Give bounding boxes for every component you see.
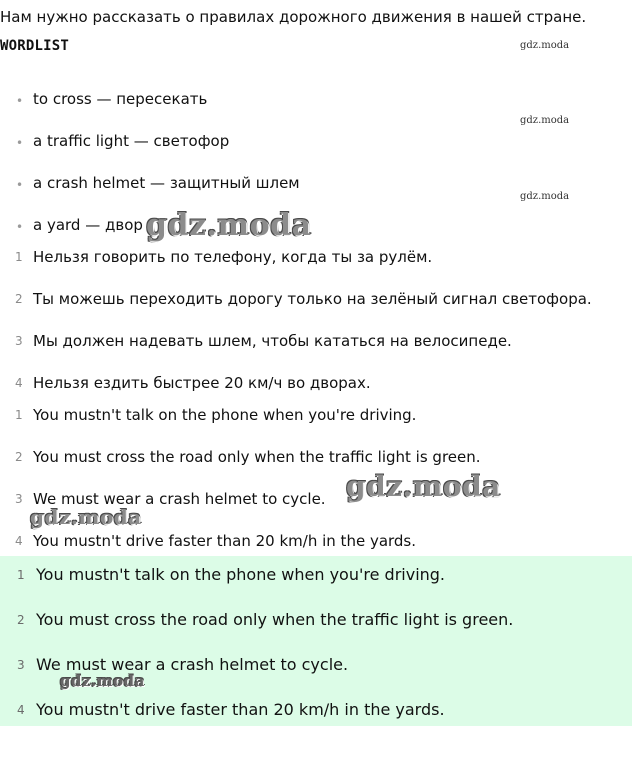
wordlist-item: a yard — двор [33,216,143,234]
watermark: gdz.moda [520,40,570,51]
list-number: 1 [15,408,23,422]
english-sentence: You mustn't talk on the phone when you're driving. [33,406,417,424]
list-number: 2 [15,292,23,306]
bullet-marker: • [16,178,24,192]
watermark: gdz.moda [346,470,501,503]
list-number: 4 [15,376,23,390]
list-number: 4 [17,703,25,717]
wordlist-heading: WORDLIST [0,38,70,54]
english-sentence: You mustn't drive faster than 20 km/h in the yards. [33,532,417,550]
answer-sentence: You must cross the road only when the traffic light is green. [36,610,514,629]
watermark: gdz.moda [60,672,145,690]
wordlist-item: to cross — пересекать [33,90,208,108]
list-number: 2 [17,613,25,627]
watermark: gdz.moda [520,191,570,202]
answer-sentence: We must wear a crash helmet to cycle. [36,655,349,674]
russian-sentence: Нельзя ездить быстрее 20 км/ч во дворах. [33,374,371,392]
list-number: 4 [15,534,23,548]
answer-sentence: You mustn't talk on the phone when you're driving. [36,565,446,584]
list-number: 3 [15,492,23,506]
watermark: gdz.moda [520,115,570,126]
list-number: 3 [15,334,23,348]
wordlist-item: a crash helmet — защитный шлем [33,174,300,192]
bullet-marker: • [16,220,24,234]
list-number: 1 [15,250,23,264]
russian-sentence: Мы должен надевать шлем, чтобы кататься на велосипеде. [33,332,512,350]
list-number: 1 [17,568,25,582]
answer-sentence: You mustn't drive faster than 20 km/h in the yards. [36,700,445,719]
list-number: 3 [17,658,25,672]
bullet-marker: • [16,94,24,108]
bullet-marker: • [16,136,24,150]
russian-sentence: Ты можешь переходить дорогу только на зелёный сигнал светофора. [33,290,592,308]
intro-text: Нам нужно рассказать о правилах дорожного движения в нашей стране. [0,8,587,26]
russian-sentence: Нельзя говорить по телефону, когда ты за рулём. [33,248,433,266]
english-sentence: We must wear a crash helmet to cycle. [33,490,326,508]
english-sentence: You must cross the road only when the traffic light is green. [33,448,481,466]
watermark: gdz.moda [30,505,142,529]
list-number: 2 [15,450,23,464]
watermark: gdz.moda [146,208,312,243]
wordlist-item: a traffic light — светофор [33,132,230,150]
